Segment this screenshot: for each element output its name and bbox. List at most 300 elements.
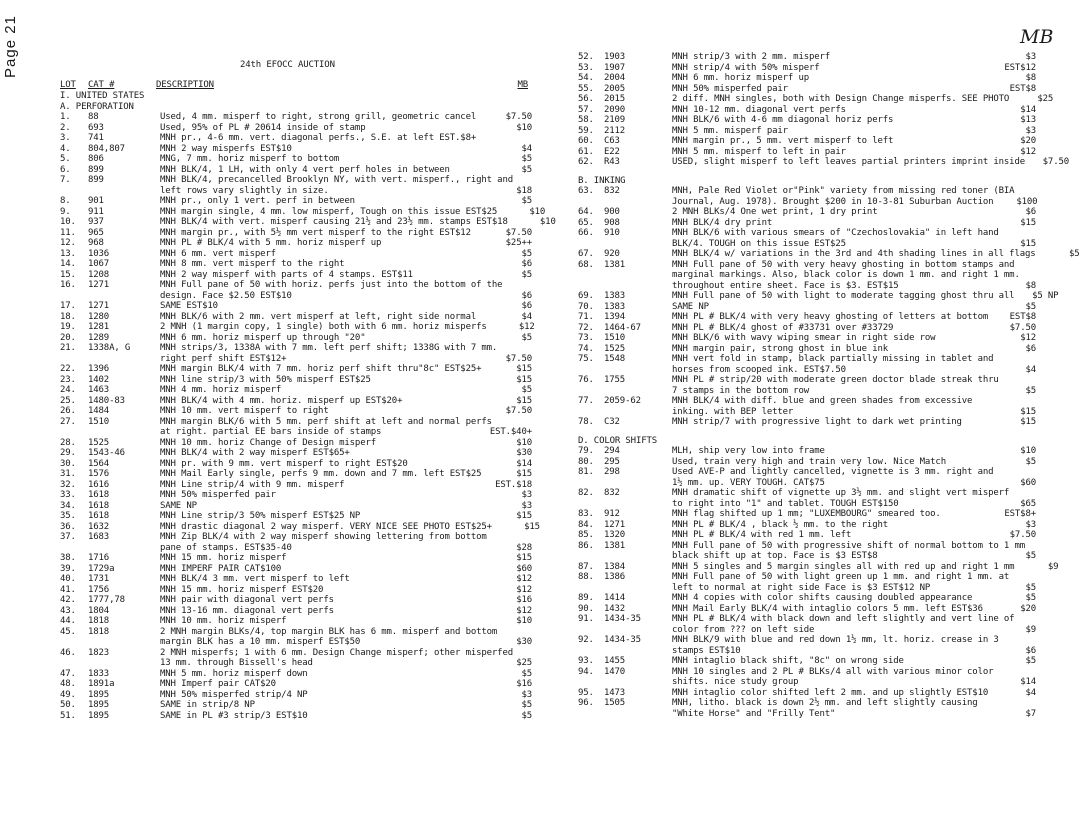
lot-description: MNH margin BLK/4 with 7 mm. horiz perf shift thru"8c" EST$25+ — [160, 364, 482, 374]
lot-description: Used, 95% of PL # 20614 inside of stamp — [160, 122, 366, 133]
lot-number: 62. — [578, 157, 594, 167]
catalog-number — [84, 291, 160, 302]
minimum-bid: $12 — [1020, 333, 1036, 343]
lot-row — [60, 206, 546, 218]
lot-number: 88. — [578, 572, 594, 582]
lot-description: MNH 13-16 mm. diagonal vert perfs — [160, 605, 334, 616]
minimum-bid — [993, 354, 1037, 365]
lot-row — [60, 196, 532, 207]
minimum-bid: $5 — [521, 332, 532, 343]
catalog-number: 1564 — [88, 458, 110, 469]
lot-description: stamps EST$10 — [672, 645, 741, 656]
lot-row — [60, 700, 532, 711]
lot-number: 69. — [578, 291, 594, 301]
lot-description: MNH PL # BLK/4 ghost of #33731 over #33729 — [672, 322, 894, 333]
lot-description: MNH BLK/4 with diff. blue and green shades from excessive — [672, 396, 973, 406]
minimum-bid — [999, 228, 1043, 239]
catalog-number: 2090 — [604, 104, 626, 115]
lot-number: 66. — [578, 228, 594, 238]
minimum-bid: $7.50 — [505, 353, 532, 364]
lot-row — [60, 574, 532, 585]
lot-description: throughout entire sheet. Face is $3. EST$15 — [672, 280, 899, 291]
catalog-number: 1281 — [88, 322, 110, 332]
minimum-bid: $30 — [516, 637, 532, 647]
lot-description: right perf shift EST$12+ — [160, 353, 287, 364]
minimum-bid: $5 — [521, 164, 532, 175]
lot-description: "White Horse" and "Frilly Tent" — [672, 708, 836, 719]
lot-description: margin BLK has a 10 mm. misperf EST$50 — [160, 637, 361, 647]
catalog-number: 2004 — [604, 73, 626, 83]
catalog-number: 806 — [88, 154, 104, 164]
lot-row — [578, 417, 1036, 428]
lot-description: horses from scooped ink. EST$7.50 — [672, 364, 846, 375]
minimum-bid: $6 — [521, 290, 532, 301]
catalog-number: 920 — [604, 249, 620, 259]
lot-description: MNH Mail Early BLK/4 with intaglio colors 5 mm. left EST$36 — [672, 603, 983, 614]
lot-number: 83. — [578, 509, 594, 519]
lot-row — [578, 302, 1036, 313]
lot-row — [60, 427, 532, 438]
lot-row — [578, 709, 1036, 720]
lot-row — [578, 147, 1036, 158]
lot-row — [60, 228, 532, 239]
lot-number: 17. — [60, 301, 76, 311]
lot-description: left rows vary slightly in size. — [160, 185, 329, 196]
lot-row — [578, 94, 1054, 105]
catalog-number — [602, 499, 672, 510]
minimum-bid — [1014, 614, 1058, 625]
lot-row — [60, 270, 532, 281]
minimum-bid — [497, 343, 545, 354]
lot-description: MNH BLK/4 with vert. misperf causing 21½ and 23½ mm. stamps EST$18 — [160, 217, 508, 227]
lot-description: SAME in PL #3 strip/3 EST$10 — [160, 710, 308, 721]
minimum-bid: $7.50 — [505, 227, 532, 238]
catalog-number: 1895 — [88, 710, 110, 721]
minimum-bid: $3 — [1025, 519, 1036, 530]
minimum-bid: $5 — [521, 385, 532, 395]
lot-number: 40. — [60, 574, 76, 584]
minimum-bid: $3 — [521, 500, 532, 511]
lot-description: MNH Line strip/3 50% misperf EST$25 NP — [160, 511, 361, 521]
lot-description: Used AVE-P and lightly cancelled, vignette is 3 mm. right and — [672, 467, 994, 477]
lot-row — [578, 52, 1036, 63]
mb-header: MB — [517, 80, 528, 90]
catalog-number: R43 — [604, 157, 620, 167]
lot-number: 14. — [60, 259, 76, 269]
lot-description: MNH 15 mm. horiz misperf — [160, 553, 287, 563]
lot-number: 10. — [60, 217, 76, 227]
minimum-bid — [484, 133, 532, 144]
catalog-number: 911 — [88, 206, 104, 217]
lot-row — [578, 344, 1036, 355]
lot-row — [578, 635, 1036, 646]
lot-description: color from ??? on left side — [672, 624, 815, 635]
lot-description: MNH 6 mm. horiz misperf up through "20" — [160, 332, 366, 343]
catalog-number: 1510 — [604, 333, 626, 343]
lot-row — [60, 521, 540, 533]
minimum-bid: $6 — [1025, 645, 1036, 656]
lot-number — [578, 239, 602, 250]
lot-row — [60, 585, 532, 596]
lot-row — [60, 606, 532, 617]
lot-description: MNH 50% misperfed strip/4 NP — [160, 689, 308, 700]
catalog-number: 899 — [88, 175, 104, 185]
lot-number: 70. — [578, 301, 594, 312]
minimum-bid: $25++ — [505, 238, 532, 248]
lot-row — [578, 688, 1036, 699]
minimum-bid — [992, 698, 1036, 709]
lot-row — [578, 157, 1069, 168]
lot-row — [578, 239, 1036, 250]
catalog-number: 2109 — [604, 115, 626, 125]
minimum-bid: $10 — [1020, 446, 1036, 456]
lot-description: MNH pr. with 9 mm. vert misperf to right EST$20 — [160, 458, 408, 469]
lot-row — [578, 63, 1036, 74]
lot-description: MNH 5 mm. horiz misperf down — [160, 668, 308, 679]
catalog-number: 1271 — [604, 519, 626, 530]
lot-description: MNH margin pr., with 5½ mm vert misperf to the right EST$12 — [160, 227, 471, 238]
lot-description: SAME in strip/8 NP — [160, 700, 255, 710]
lot-number: 41. — [60, 584, 76, 595]
lot-row — [60, 312, 532, 323]
lot-row — [578, 488, 1036, 499]
catalog-number: 1402 — [88, 374, 110, 385]
lot-number: 7. — [60, 175, 71, 185]
catalog-number: 968 — [88, 238, 104, 248]
lot-row — [60, 123, 532, 134]
catalog-number: 1384 — [604, 561, 626, 572]
minimum-bid: $25 — [1037, 94, 1054, 104]
catalog-number: 1804 — [88, 605, 110, 616]
lot-row — [578, 105, 1036, 116]
catalog-number: 1777,78 — [88, 595, 125, 605]
lot-row — [60, 364, 532, 375]
catalog-number: 1470 — [604, 666, 626, 677]
catalog-number: 294 — [604, 446, 620, 456]
lot-description: black shift up at top. Face is $3 EST$8 — [672, 551, 878, 561]
minimum-bid: $28 — [516, 542, 532, 553]
lot-row — [60, 417, 532, 428]
lot-number: 6. — [60, 164, 71, 175]
minimum-bid: $12 — [516, 584, 532, 595]
lot-description: MNH PL # strip/20 with moderate green doctor blade streak thru — [672, 375, 999, 385]
lot-number: 39. — [60, 563, 76, 574]
catalog-number: 901 — [88, 196, 104, 206]
lot-description: MNH 15 mm. horiz misperf EST$20 — [160, 584, 324, 595]
minimum-bid — [487, 532, 535, 543]
lot-number: 91. — [578, 614, 594, 624]
lot-description: MNH 5 mm. misperf to left in pair — [672, 146, 846, 157]
lot-row — [60, 333, 532, 344]
minimum-bid: $10 — [516, 437, 532, 448]
minimum-bid: $5 — [521, 668, 532, 679]
minimum-bid — [993, 467, 1037, 478]
lot-description: Journal, Aug. 1978). Brought $200 in 10-3-81 Suburban Auction — [672, 196, 994, 207]
lot-description: MNH Full pane of 50 with progressive shift of normal bottom to 1 mm — [672, 540, 1025, 551]
lot-row — [578, 698, 1036, 709]
lot-number: 44. — [60, 616, 76, 626]
lot-number: 79. — [578, 446, 594, 456]
lot-description: MNH PL # BLK/4 with very heavy ghosting of letters at bottom — [672, 312, 989, 322]
lot-number: 81. — [578, 467, 594, 477]
lot-number: 27. — [60, 416, 76, 427]
lot-number: 21. — [60, 343, 76, 353]
catalog-number: 908 — [604, 217, 620, 228]
minimum-bid: $7.50 — [505, 406, 532, 416]
minimum-bid — [999, 375, 1043, 386]
lot-row — [578, 323, 1036, 334]
catalog-number: 1067 — [88, 259, 110, 269]
minimum-bid — [497, 627, 545, 638]
catalog-number — [602, 239, 672, 250]
lot-row — [578, 186, 1036, 197]
minimum-bid: $12 — [516, 574, 532, 584]
lot-number: 71. — [578, 312, 594, 322]
lot-number — [578, 365, 602, 376]
catalog-number — [602, 386, 672, 397]
lot-number: 9. — [60, 206, 71, 217]
lot-row — [60, 669, 532, 680]
minimum-bid: $15 — [516, 553, 532, 563]
minimum-bid: $5 — [1025, 385, 1036, 396]
lot-number: 18. — [60, 311, 76, 322]
catalog-number — [602, 583, 672, 594]
lot-row — [578, 509, 1036, 520]
lot-row — [578, 551, 1036, 562]
lot-row — [578, 593, 1036, 604]
lot-row — [60, 322, 535, 333]
lot-row — [578, 499, 1036, 510]
lot-description: BLK/4. TOUGH on this issue EST$25 — [672, 238, 846, 249]
lot-row — [60, 543, 532, 554]
lot-description: MNH 2 way misperfs EST$10 — [160, 143, 292, 154]
minimum-bid — [1020, 270, 1064, 281]
lot-description: left to normal at right side Face is $3 EST$12 NP — [672, 582, 931, 593]
lot-description: MNH, Pale Red Violet or"Pink" variety from missing red toner (BIA — [672, 186, 1015, 196]
lot-description: MNH 6 mm. vert misperf — [160, 248, 276, 259]
lot-number: 30. — [60, 458, 76, 469]
lot-row — [60, 259, 532, 270]
catalog-number: 1833 — [88, 668, 110, 679]
catalog-number: 1381 — [604, 540, 626, 551]
minimum-bid: $4 — [1025, 364, 1036, 375]
catalog-number: 1618 — [88, 490, 110, 500]
minimum-bid: $5 — [521, 196, 532, 206]
lot-description: MNH BLK/4 dry print — [672, 217, 773, 228]
lot-number — [578, 197, 602, 208]
minimum-bid: $15 — [516, 364, 532, 374]
catalog-number — [602, 281, 672, 292]
lot-row — [60, 280, 532, 291]
minimum-bid: $10 — [516, 616, 532, 626]
minimum-bid: $25 — [516, 658, 532, 668]
minimum-bid: $3 — [521, 689, 532, 700]
lot-number: 65. — [578, 217, 594, 228]
minimum-bid: $30 — [516, 448, 532, 458]
lot-number: 90. — [578, 603, 594, 614]
catalog-number: 1480-83 — [88, 395, 125, 406]
lot-description: 13 mm. through Bissell's head — [160, 658, 313, 668]
lot-description: MNH strip/3 with 2 mm. misperf — [672, 52, 831, 62]
minimum-bid: $4 — [521, 143, 532, 154]
minimum-bid: EST$8+ — [1004, 509, 1036, 519]
lot-number: 4. — [60, 143, 71, 154]
catalog-number: 899 — [88, 164, 104, 175]
minimum-bid — [502, 280, 550, 291]
catalog-number: 1289 — [88, 332, 110, 343]
minimum-bid — [1014, 260, 1058, 271]
lot-description: MNH 6 mm. horiz misperf up — [672, 73, 809, 83]
lot-number: 58. — [578, 115, 594, 125]
minimum-bid: $14 — [516, 458, 532, 469]
minimum-bid: $60 — [1020, 477, 1036, 488]
minimum-bid: $5 NP — [1032, 291, 1059, 301]
lot-row — [578, 354, 1036, 365]
lot-row — [578, 572, 1036, 583]
catalog-number: 1731 — [88, 574, 110, 584]
lot-row — [578, 667, 1036, 678]
lot-description: to right into "1" and tablet. TOUGH EST$150 — [672, 498, 899, 509]
lot-number: 76. — [578, 375, 594, 385]
lot-row — [60, 354, 532, 365]
catalog-number: 1505 — [604, 698, 626, 708]
lot-row — [60, 154, 532, 165]
lot-description: MNH Line strip/4 with 9 mm. misperf — [160, 479, 345, 490]
catalog-number: 1823 — [88, 647, 110, 658]
catalog-number: 1414 — [604, 593, 626, 603]
minimum-bid: $5 — [521, 248, 532, 259]
minimum-bid: EST.$40+ — [489, 427, 532, 437]
lot-description: MNH 4 copies with color shifts causing doubled appearance — [672, 593, 973, 603]
lot-description: MNH, litho. black is down 2½ mm. and left slightly causing — [672, 698, 978, 708]
minimum-bid: $15 — [516, 469, 532, 479]
minimum-bid: $10 — [539, 217, 556, 227]
lot-description: MNH margin pair, strong ghost in blue ink — [672, 343, 889, 354]
lot-description: 1½ mm. up. VERY TOUGH. CAT$75 — [672, 477, 825, 488]
lot-description: MNH BLK/6 with 2 mm. vert misperf at left, right side normal — [160, 311, 477, 322]
catalog-number: 1525 — [604, 343, 626, 354]
lot-number — [60, 354, 84, 365]
lot-row — [578, 625, 1036, 636]
lot-number: 29. — [60, 448, 76, 458]
lot-row — [60, 511, 532, 522]
right-rows — [578, 52, 1080, 719]
lot-number: 2. — [60, 122, 71, 133]
lot-number: 36. — [60, 521, 76, 532]
minimum-bid: $5 — [1025, 593, 1036, 603]
lot-header: LOT — [60, 80, 76, 90]
lot-description: MNH 50% misperfed pair — [672, 83, 788, 94]
catalog-number: 1618 — [88, 511, 110, 521]
left-lot-list — [60, 112, 556, 721]
lot-description: MNH BLK/6 with various smears of "Czechoslovakia" in left hand — [672, 228, 999, 238]
lot-number: 73. — [578, 333, 594, 343]
lot-description: MNH 8 mm. vert misperf to the right — [160, 259, 345, 269]
minimum-bid: $16 — [516, 679, 532, 689]
lot-number: 15. — [60, 269, 76, 280]
minimum-bid: $12 — [518, 322, 535, 332]
catalog-number: 1548 — [604, 354, 626, 364]
lot-row — [60, 144, 532, 155]
minimum-bid: $15 — [516, 511, 532, 521]
lot-description: MNH line strip/3 with 50% misperf EST$25 — [160, 374, 371, 385]
lot-number: 78. — [578, 417, 594, 427]
catalog-number: 1383 — [604, 301, 626, 312]
minimum-bid: $5 — [1025, 456, 1036, 467]
lot-number: 77. — [578, 396, 594, 406]
lot-number — [60, 186, 84, 197]
lot-description: MNG, 7 mm. horiz misperf to bottom — [160, 154, 340, 164]
catalog-number: 2005 — [604, 83, 626, 94]
lot-description: MNH strips/3, 1338A with 7 mm. left perf shift; 1338G with 7 mm. — [160, 343, 498, 353]
lot-description: SAME NP — [672, 301, 709, 312]
minimum-bid: $16 — [516, 595, 532, 605]
lot-number: 1. — [60, 112, 71, 122]
lot-description: MNH 10 mm. vert misperf to right — [160, 406, 329, 416]
lot-number: 23. — [60, 374, 76, 385]
page-number-label: Page 21 — [2, 15, 19, 78]
lot-number: 85. — [578, 530, 594, 540]
lot-number: 25. — [60, 395, 76, 406]
lot-row — [578, 84, 1036, 95]
lot-description: MNH BLK/6 with 4-6 mm diagonal horiz perfs — [672, 115, 894, 125]
lot-row — [60, 490, 532, 501]
lot-description: SAME NP — [160, 500, 197, 511]
lot-row — [578, 136, 1036, 147]
lot-description: MNH 50% misperfed pair — [160, 490, 276, 500]
lot-description: marginal markings. Also, black color is down 1 mm. and right 1 mm. — [672, 270, 1020, 280]
lot-row — [578, 386, 1036, 397]
section-heading: A. PERFORATION — [60, 101, 134, 112]
minimum-bid: $15 — [524, 521, 540, 532]
lot-row — [60, 133, 532, 144]
lot-description: MNH BLK/4, precancelled Brooklyn NY, with vert. misperf., right and — [160, 175, 513, 185]
lot-number: 84. — [578, 519, 594, 530]
lot-number: 68. — [578, 259, 594, 270]
lot-row — [578, 541, 1036, 552]
lot-row — [60, 175, 532, 186]
lot-row — [578, 478, 1036, 489]
lot-description: 7 stamps in the bottom row — [672, 385, 809, 396]
catalog-number: 910 — [604, 228, 620, 238]
catalog-number — [84, 427, 160, 438]
minimum-bid: $12 — [1020, 146, 1036, 157]
lot-row — [578, 365, 1036, 376]
minimum-bid: $15 — [1020, 238, 1036, 249]
lot-number: 75. — [578, 354, 594, 364]
lot-number: 26. — [60, 406, 76, 416]
lot-description: at right. partial EE bars inside of stamps — [160, 427, 382, 437]
lot-number: 31. — [60, 469, 76, 479]
catalog-number: 912 — [604, 509, 620, 519]
lot-number — [60, 543, 84, 554]
lot-row — [60, 501, 532, 512]
right-lot-list-d — [578, 446, 1059, 719]
catalog-number — [602, 646, 672, 657]
lot-description: Used, 4 mm. misperf to right, strong grill, geometric cancel — [160, 112, 477, 122]
catalog-number: 1473 — [604, 687, 626, 698]
lot-description: MNH margin pr., 5 mm. vert misperf to left — [672, 136, 894, 146]
catalog-number: 88 — [88, 112, 99, 122]
catalog-number — [602, 551, 672, 562]
catalog-number: 1618 — [88, 500, 110, 511]
cat-header: CAT # — [88, 80, 115, 90]
lot-number: 50. — [60, 700, 76, 710]
lot-number — [578, 677, 602, 688]
lot-number: 3. — [60, 133, 71, 143]
catalog-number: 693 — [88, 122, 104, 133]
minimum-bid: $3 — [1025, 52, 1036, 62]
